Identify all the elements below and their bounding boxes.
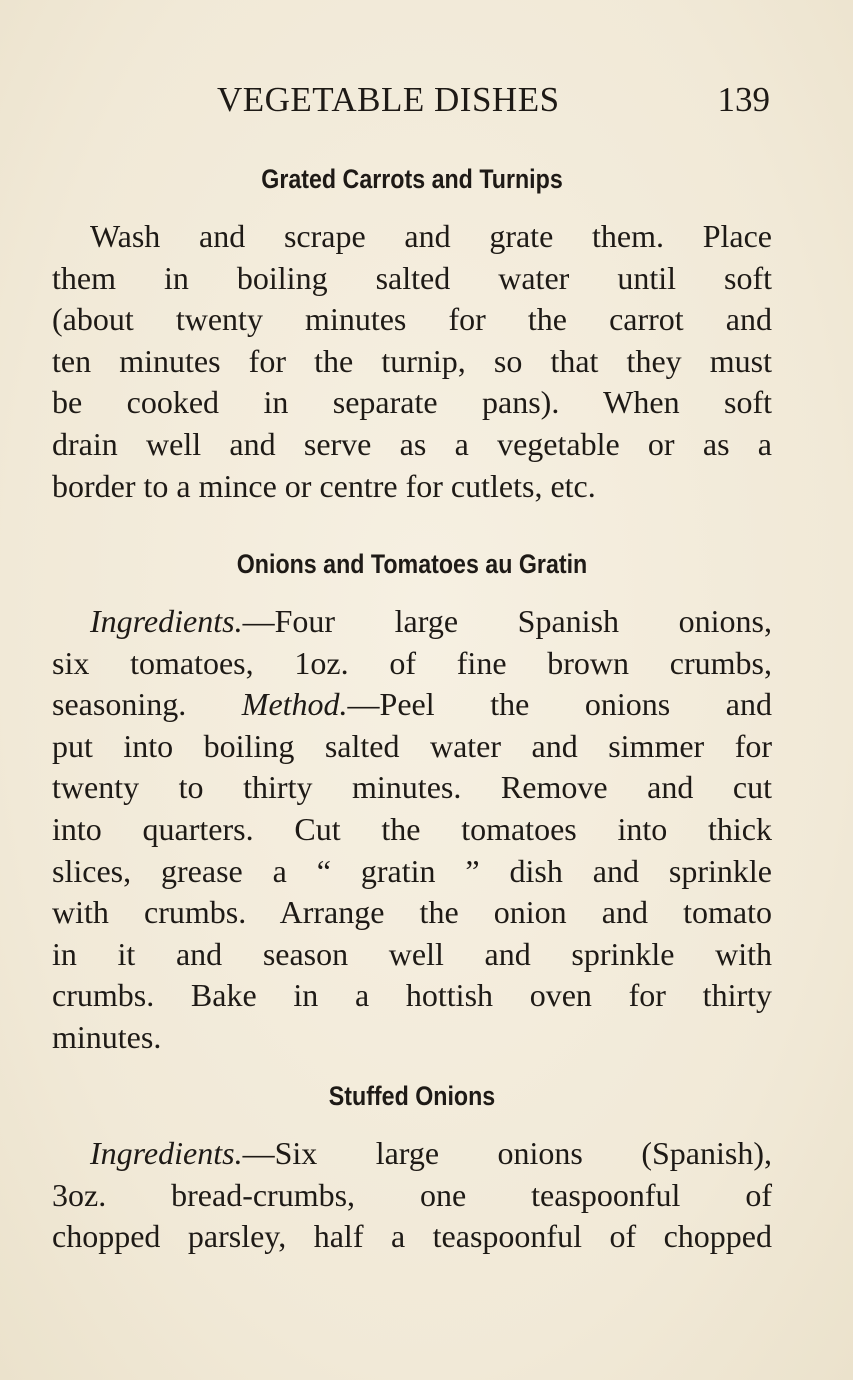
text-fragment: seasoning. bbox=[52, 686, 187, 723]
ingredients-text: —Four large Spanish onions, bbox=[242, 603, 772, 639]
text-line: (about twenty minutes for the carrot and bbox=[52, 301, 772, 338]
ingredients-label: Ingredients. bbox=[90, 1135, 243, 1171]
text-line: with crumbs. Arrange the onion and tomato bbox=[52, 894, 772, 931]
text-line: 3oz. bread-crumbs, one teaspoonful of bbox=[52, 1176, 772, 1213]
section-body-onions-tomatoes bbox=[52, 601, 772, 1059]
method-label: Method. bbox=[241, 686, 348, 723]
page-number: 139 bbox=[717, 80, 770, 119]
text-line: Wash and scrape and grate them. Place bbox=[90, 218, 772, 254]
section-heading-onions-tomatoes: Onions and Tomatoes au Gratin bbox=[236, 549, 588, 579]
text-line: be cooked in separate pans). When soft bbox=[52, 384, 772, 421]
ingredients-text: —Six large onions (Spanish), bbox=[242, 1135, 772, 1171]
text-line: crumbs. Bake in a hottish oven for thirty bbox=[52, 977, 772, 1014]
running-title: VEGETABLE DISHES bbox=[217, 80, 560, 119]
text-line: in it and season well and sprinkle with bbox=[52, 935, 772, 972]
text-line: into quarters. Cut the tomatoes into thick bbox=[52, 810, 772, 847]
section-body-stuffed-onions bbox=[52, 1133, 772, 1258]
text-line: drain well and serve as a vegetable or as a bbox=[52, 425, 772, 462]
text-line: ten minutes for the turnip, so that they must bbox=[52, 342, 772, 379]
text-line bbox=[52, 1133, 772, 1175]
method-text: —Peel the onions and bbox=[347, 686, 772, 723]
text-line bbox=[52, 684, 772, 726]
text-line: minutes. bbox=[52, 1018, 162, 1055]
text-line bbox=[52, 601, 772, 643]
section-heading-stuffed-onions: Stuffed Onions bbox=[328, 1081, 496, 1111]
text-line: chopped parsley, half a teaspoonful of chopped bbox=[52, 1218, 772, 1255]
text-line: border to a mince or centre for cutlets, etc. bbox=[52, 467, 596, 504]
section-body-grated-carrots bbox=[52, 216, 772, 507]
running-head bbox=[52, 80, 772, 124]
section-heading-grated-carrots: Grated Carrots and Turnips bbox=[261, 164, 563, 194]
ingredients-label: Ingredients. bbox=[90, 603, 243, 639]
text-line: slices, grease a “ gratin ” dish and sprinkle bbox=[52, 852, 772, 889]
text-line: twenty to thirty minutes. Remove and cut bbox=[52, 769, 772, 806]
text-line: them in boiling salted water until soft bbox=[52, 259, 772, 296]
text-line: put into boiling salted water and simmer for bbox=[52, 727, 772, 764]
text-line: six tomatoes, 1oz. of fine brown crumbs, bbox=[52, 644, 772, 681]
